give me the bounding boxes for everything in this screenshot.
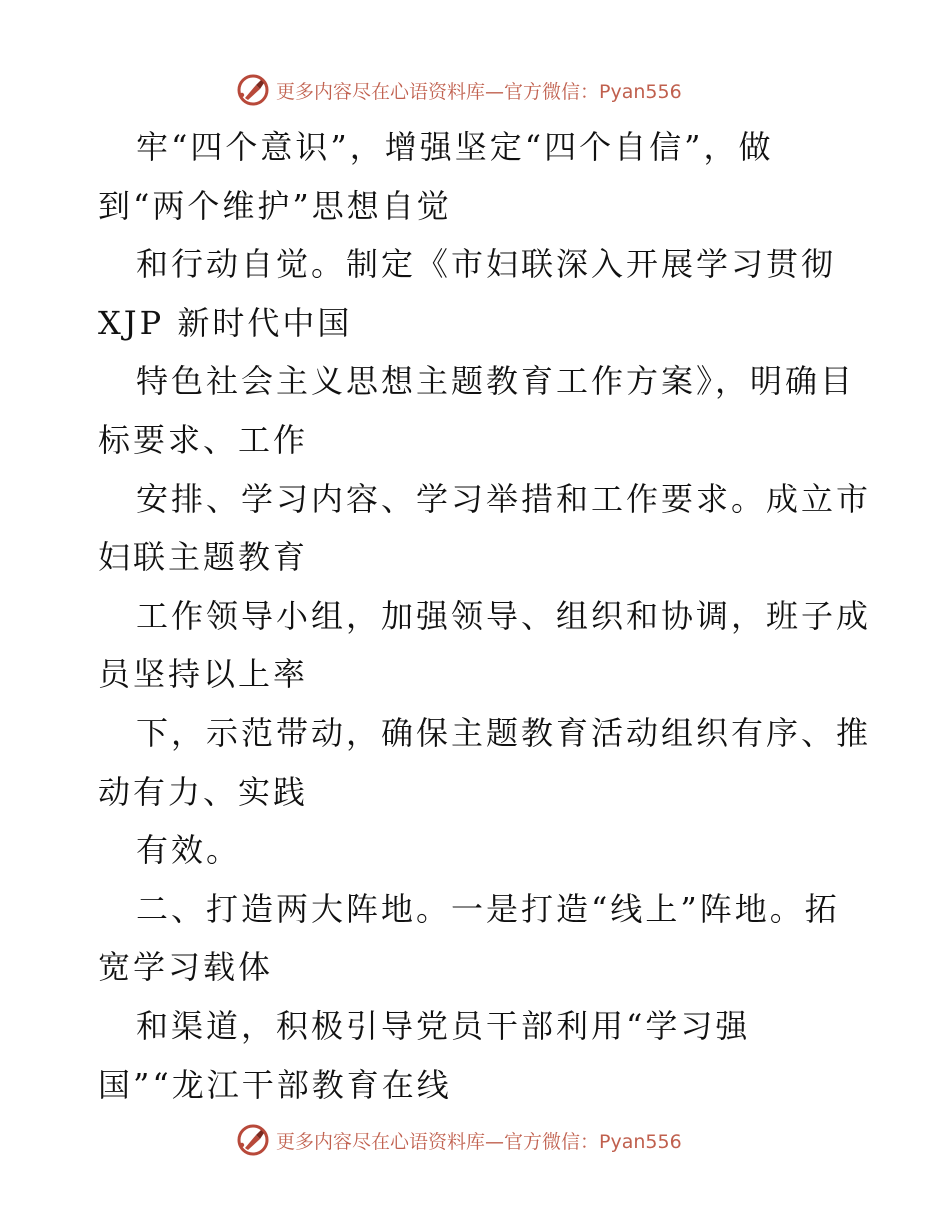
footer-watermark: [236, 1122, 682, 1158]
watermark-text: 更多内容尽在心语资料库—官方微信：Pyan556: [276, 80, 682, 103]
text-line: 有效。: [136, 831, 242, 870]
text-line: 员坚持以上率: [98, 655, 309, 694]
watermark-text: 更多内容尽在心语资料库—官方微信：Pyan556: [276, 1130, 682, 1153]
document-body: [98, 118, 878, 1114]
text-line: 特色社会主义思想主题教育工作方案》，明确目: [136, 362, 856, 401]
text-line: 国”“龙江干部教育在线: [98, 1065, 452, 1104]
text-line: 和行动自觉。制定《市妇联深入开展学习贯彻: [136, 245, 837, 284]
text-line: 标要求、工作: [98, 420, 309, 459]
text-line: 动有力、实践: [98, 772, 309, 811]
text-line: 二、打造两大阵地。一是打造“线上”阵地。拓: [136, 889, 840, 928]
text-line: 安排、学习内容、学习举措和工作要求。成立市: [136, 479, 872, 518]
pen-nib-logo-icon: [236, 73, 270, 107]
text-line: 下，示范带动，确保主题教育活动组织有序、推: [136, 713, 872, 752]
text-line: 宽学习载体: [98, 948, 274, 987]
text-line: 牢“四个意识”，增强坚定“四个自信”，做: [136, 128, 774, 166]
pen-nib-logo-icon: [236, 1123, 270, 1157]
text-line: 到“两个维护”思想自觉: [98, 186, 452, 225]
text-line: 工作领导小组，加强领导、组织和协调，班子成: [136, 596, 872, 635]
text-line: XJP 新时代中国: [98, 303, 353, 342]
text-line: 和渠道，积极引导党员干部利用“学习强: [136, 1006, 751, 1045]
text-line: 妇联主题教育: [98, 538, 309, 577]
header-watermark: [236, 72, 682, 108]
